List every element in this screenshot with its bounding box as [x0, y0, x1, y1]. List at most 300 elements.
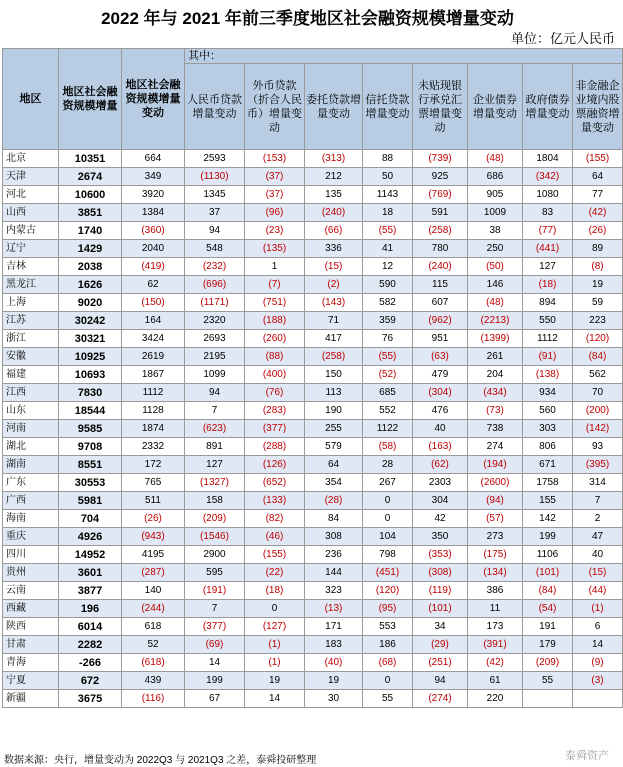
cell-value: (91)	[523, 348, 573, 366]
table-body	[3, 150, 623, 708]
cell-value: (188)	[245, 312, 305, 330]
cell-total: 196	[59, 600, 122, 618]
cell-value: (751)	[245, 294, 305, 312]
cell-value: 146	[468, 276, 523, 294]
cell-value: (2600)	[468, 474, 523, 492]
cell-region: 湖南	[3, 456, 59, 474]
cell-total: 14952	[59, 546, 122, 564]
cell-value: (54)	[523, 600, 573, 618]
cell-value: 19	[573, 276, 623, 294]
cell-value: 479	[413, 366, 468, 384]
table-row	[3, 492, 623, 510]
cell-total: 1429	[59, 240, 122, 258]
cell-region: 广东	[3, 474, 59, 492]
header-bank-acceptances: 未贴现银行承兑汇票增量变动	[413, 64, 468, 150]
cell-value: (116)	[122, 690, 185, 708]
cell-region: 四川	[3, 546, 59, 564]
table-row	[3, 510, 623, 528]
source-note: 数据来源：央行，增量变动为 2022Q3 与 2021Q3 之差，泰舜投研整理	[4, 755, 317, 766]
cell-value: 349	[122, 168, 185, 186]
table-row	[3, 384, 623, 402]
cell-value: 1009	[468, 204, 523, 222]
cell-value: (120)	[363, 582, 413, 600]
cell-value: (696)	[185, 276, 245, 294]
cell-value: 50	[363, 168, 413, 186]
cell-value: 183	[305, 636, 363, 654]
cell-value: 1867	[122, 366, 185, 384]
cell-value: (76)	[245, 384, 305, 402]
table-row	[3, 636, 623, 654]
cell-total: 7830	[59, 384, 122, 402]
cell-value: (943)	[122, 528, 185, 546]
cell-region: 浙江	[3, 330, 59, 348]
cell-value: 595	[185, 564, 245, 582]
cell-value: 1112	[523, 330, 573, 348]
table-row	[3, 690, 623, 708]
cell-value: (962)	[413, 312, 468, 330]
cell-value: (37)	[245, 186, 305, 204]
cell-value: (200)	[573, 402, 623, 420]
cell-value: 155	[523, 492, 573, 510]
cell-value: 89	[573, 240, 623, 258]
cell-value: 590	[363, 276, 413, 294]
cell-value: 671	[523, 456, 573, 474]
cell-value: 62	[122, 276, 185, 294]
cell-value: 511	[122, 492, 185, 510]
cell-region: 北京	[3, 150, 59, 168]
table-row	[3, 456, 623, 474]
cell-value: 70	[573, 384, 623, 402]
cell-region: 福建	[3, 366, 59, 384]
cell-value: 40	[413, 420, 468, 438]
cell-value: (44)	[573, 582, 623, 600]
cell-value: 14	[245, 690, 305, 708]
header-government-bonds: 政府债券增量变动	[523, 64, 573, 150]
cell-value: (342)	[523, 168, 573, 186]
cell-value: 164	[122, 312, 185, 330]
header-fx-loans: 外币贷款（折合人民币）增量变动	[245, 64, 305, 150]
cell-total: 30321	[59, 330, 122, 348]
cell-value: (769)	[413, 186, 468, 204]
cell-region: 甘肃	[3, 636, 59, 654]
cell-value: (274)	[413, 690, 468, 708]
cell-value: (287)	[122, 564, 185, 582]
table-row	[3, 402, 623, 420]
cell-value: 2900	[185, 546, 245, 564]
cell-value: (18)	[245, 582, 305, 600]
cell-value: 1	[245, 258, 305, 276]
table-row	[3, 420, 623, 438]
cell-value: 1080	[523, 186, 573, 204]
cell-value: 476	[413, 402, 468, 420]
cell-value: 686	[468, 168, 523, 186]
cell-value: 42	[413, 510, 468, 528]
cell-value: 199	[523, 528, 573, 546]
cell-value: 0	[363, 492, 413, 510]
table-row	[3, 222, 623, 240]
cell-value: (1)	[245, 654, 305, 672]
cell-value: (88)	[245, 348, 305, 366]
cell-value: (101)	[413, 600, 468, 618]
cell-region: 内蒙古	[3, 222, 59, 240]
cell-value: (260)	[245, 330, 305, 348]
cell-value: (1327)	[185, 474, 245, 492]
cell-value: 76	[363, 330, 413, 348]
cell-value: (353)	[413, 546, 468, 564]
cell-value: (94)	[468, 492, 523, 510]
cell-value: (46)	[245, 528, 305, 546]
cell-value: 1874	[122, 420, 185, 438]
cell-value: (3)	[573, 672, 623, 690]
cell-value: 88	[363, 150, 413, 168]
cell-region: 云南	[3, 582, 59, 600]
cell-value: 560	[523, 402, 573, 420]
cell-value: 738	[468, 420, 523, 438]
cell-value: 267	[363, 474, 413, 492]
cell-value: 12	[363, 258, 413, 276]
cell-value: (240)	[413, 258, 468, 276]
cell-value: 71	[305, 312, 363, 330]
cell-value: (28)	[305, 492, 363, 510]
cell-value: (23)	[245, 222, 305, 240]
cell-value: (1546)	[185, 528, 245, 546]
cell-value: 52	[122, 636, 185, 654]
table-row	[3, 600, 623, 618]
cell-value: 591	[413, 204, 468, 222]
cell-value: 3424	[122, 330, 185, 348]
cell-value: 354	[305, 474, 363, 492]
cell-total: 3851	[59, 204, 122, 222]
header-total: 地区社会融资规模增量	[59, 49, 122, 150]
cell-total: 30553	[59, 474, 122, 492]
cell-value: 41	[363, 240, 413, 258]
table-row	[3, 438, 623, 456]
cell-value: (244)	[122, 600, 185, 618]
cell-value: 158	[185, 492, 245, 510]
cell-value: (434)	[468, 384, 523, 402]
table-row	[3, 240, 623, 258]
cell-value: 2	[573, 510, 623, 528]
cell-value: 1106	[523, 546, 573, 564]
cell-total: 10925	[59, 348, 122, 366]
cell-total: 2674	[59, 168, 122, 186]
cell-value: 7	[185, 402, 245, 420]
cell-total: 18544	[59, 402, 122, 420]
cell-value: 179	[523, 636, 573, 654]
cell-value: 37	[185, 204, 245, 222]
cell-value: 14	[573, 636, 623, 654]
cell-value: (119)	[413, 582, 468, 600]
table-row	[3, 258, 623, 276]
cell-value: 7	[185, 600, 245, 618]
cell-region: 辽宁	[3, 240, 59, 258]
cell-value: 806	[523, 438, 573, 456]
cell-value: 618	[122, 618, 185, 636]
cell-total: 10351	[59, 150, 122, 168]
table-row	[3, 546, 623, 564]
cell-region: 河南	[3, 420, 59, 438]
cell-value: 274	[468, 438, 523, 456]
cell-value: (84)	[573, 348, 623, 366]
cell-value: 1758	[523, 474, 573, 492]
table-row	[3, 168, 623, 186]
cell-value: (1399)	[468, 330, 523, 348]
table-header	[3, 49, 623, 150]
cell-value: 173	[468, 618, 523, 636]
cell-region: 天津	[3, 168, 59, 186]
cell-region: 吉林	[3, 258, 59, 276]
cell-value: 552	[363, 402, 413, 420]
cell-value: 1122	[363, 420, 413, 438]
cell-value: 2593	[185, 150, 245, 168]
cell-value: 562	[573, 366, 623, 384]
cell-value: (84)	[523, 582, 573, 600]
cell-value: 359	[363, 312, 413, 330]
cell-value: 2320	[185, 312, 245, 330]
cell-value: (395)	[573, 456, 623, 474]
header-equity-financing: 非金融企业境内股票融资增量变动	[573, 64, 623, 150]
cell-total: 5981	[59, 492, 122, 510]
cell-value: 142	[523, 510, 573, 528]
cell-value: 94	[185, 222, 245, 240]
cell-value: (258)	[413, 222, 468, 240]
data-table	[2, 48, 623, 708]
cell-value: (55)	[363, 222, 413, 240]
cell-value: (50)	[468, 258, 523, 276]
header-of-which: 其中：	[185, 49, 623, 64]
cell-value: (419)	[122, 258, 185, 276]
cell-value: 59	[573, 294, 623, 312]
cell-value: (155)	[245, 546, 305, 564]
cell-value: 1099	[185, 366, 245, 384]
cell-region: 广西	[3, 492, 59, 510]
cell-region: 黑龙江	[3, 276, 59, 294]
cell-value: (101)	[523, 564, 573, 582]
cell-total: 672	[59, 672, 122, 690]
cell-region: 湖北	[3, 438, 59, 456]
cell-value: (77)	[523, 222, 573, 240]
cell-value: 55	[363, 690, 413, 708]
cell-value: 19	[305, 672, 363, 690]
data-table-wrapper	[2, 48, 623, 708]
table-row	[3, 312, 623, 330]
cell-value: (73)	[468, 402, 523, 420]
cell-value	[573, 690, 623, 708]
cell-value: 1345	[185, 186, 245, 204]
cell-value: 93	[573, 438, 623, 456]
cell-value: (232)	[185, 258, 245, 276]
cell-value: (40)	[305, 654, 363, 672]
table-row	[3, 672, 623, 690]
cell-value: 2040	[122, 240, 185, 258]
cell-value: 303	[523, 420, 573, 438]
cell-region: 贵州	[3, 564, 59, 582]
table-row	[3, 348, 623, 366]
cell-value: 67	[185, 690, 245, 708]
cell-value: 685	[363, 384, 413, 402]
cell-value: 61	[468, 672, 523, 690]
cell-value: 951	[413, 330, 468, 348]
cell-value: 607	[413, 294, 468, 312]
cell-total: 6014	[59, 618, 122, 636]
cell-value: (69)	[185, 636, 245, 654]
cell-value: 417	[305, 330, 363, 348]
cell-value: (1130)	[185, 168, 245, 186]
cell-value: 19	[245, 672, 305, 690]
cell-region: 海南	[3, 510, 59, 528]
cell-value: 255	[305, 420, 363, 438]
cell-value: 0	[245, 600, 305, 618]
cell-value: 250	[468, 240, 523, 258]
cell-value: 47	[573, 528, 623, 546]
cell-value: (1)	[573, 600, 623, 618]
cell-value: (68)	[363, 654, 413, 672]
cell-value: (15)	[305, 258, 363, 276]
cell-value: 765	[122, 474, 185, 492]
cell-value: (37)	[245, 168, 305, 186]
table-row	[3, 330, 623, 348]
cell-value: (2213)	[468, 312, 523, 330]
table-row	[3, 294, 623, 312]
cell-value: (209)	[185, 510, 245, 528]
cell-total: 10600	[59, 186, 122, 204]
cell-value: (194)	[468, 456, 523, 474]
cell-total: 3601	[59, 564, 122, 582]
watermark: 泰舜资产	[565, 750, 609, 762]
cell-value: 2619	[122, 348, 185, 366]
cell-value: (55)	[363, 348, 413, 366]
cell-value: (42)	[573, 204, 623, 222]
cell-value: 30	[305, 690, 363, 708]
cell-value: 191	[523, 618, 573, 636]
cell-value: (618)	[122, 654, 185, 672]
cell-region: 青海	[3, 654, 59, 672]
cell-total: 4926	[59, 528, 122, 546]
cell-total: 2282	[59, 636, 122, 654]
cell-region: 江西	[3, 384, 59, 402]
cell-region: 宁夏	[3, 672, 59, 690]
cell-value: 579	[305, 438, 363, 456]
unit-label: 单位：亿元人民币	[510, 31, 615, 46]
cell-value: (42)	[468, 654, 523, 672]
cell-value: (26)	[573, 222, 623, 240]
table-row	[3, 150, 623, 168]
cell-total: 3877	[59, 582, 122, 600]
cell-value: (8)	[573, 258, 623, 276]
table-row	[3, 186, 623, 204]
cell-value: (251)	[413, 654, 468, 672]
cell-value: (57)	[468, 510, 523, 528]
cell-value: 798	[363, 546, 413, 564]
cell-value: (48)	[468, 150, 523, 168]
cell-value: (58)	[363, 438, 413, 456]
cell-value: 115	[413, 276, 468, 294]
cell-value: 77	[573, 186, 623, 204]
cell-value: 3920	[122, 186, 185, 204]
cell-value: 664	[122, 150, 185, 168]
cell-total: 1740	[59, 222, 122, 240]
cell-value: (82)	[245, 510, 305, 528]
cell-value: 1112	[122, 384, 185, 402]
cell-value: (22)	[245, 564, 305, 582]
cell-total: 704	[59, 510, 122, 528]
cell-value: (153)	[245, 150, 305, 168]
cell-value: (150)	[122, 294, 185, 312]
cell-value: (127)	[245, 618, 305, 636]
cell-value: (175)	[468, 546, 523, 564]
cell-value: (258)	[305, 348, 363, 366]
cell-value: 127	[185, 456, 245, 474]
cell-value: 4195	[122, 546, 185, 564]
cell-value: 2332	[122, 438, 185, 456]
cell-value: 190	[305, 402, 363, 420]
cell-total: 1626	[59, 276, 122, 294]
cell-value: 2303	[413, 474, 468, 492]
table-row	[3, 528, 623, 546]
cell-total: 9585	[59, 420, 122, 438]
header-rmb-loans: 人民币贷款增量变动	[185, 64, 245, 150]
table-row	[3, 204, 623, 222]
cell-value: 140	[122, 582, 185, 600]
cell-value: 83	[523, 204, 573, 222]
header-trust-loans: 信托贷款增量变动	[363, 64, 413, 150]
table-row	[3, 654, 623, 672]
cell-value: 2195	[185, 348, 245, 366]
cell-value: (652)	[245, 474, 305, 492]
cell-value: (163)	[413, 438, 468, 456]
cell-value: (377)	[245, 420, 305, 438]
table-row	[3, 474, 623, 492]
cell-region: 山东	[3, 402, 59, 420]
cell-value: 84	[305, 510, 363, 528]
cell-value: (96)	[245, 204, 305, 222]
cell-value: (138)	[523, 366, 573, 384]
cell-value: (48)	[468, 294, 523, 312]
cell-value: 386	[468, 582, 523, 600]
cell-total: 3675	[59, 690, 122, 708]
cell-value: (441)	[523, 240, 573, 258]
cell-region: 河北	[3, 186, 59, 204]
cell-value: (62)	[413, 456, 468, 474]
page-title: 2022 年与 2021 年前三季度地区社会融资规模增量变动	[101, 9, 514, 28]
header-corporate-bonds: 企业债券增量变动	[468, 64, 523, 150]
cell-value: (52)	[363, 366, 413, 384]
cell-total: -266	[59, 654, 122, 672]
cell-value: (391)	[468, 636, 523, 654]
cell-value: 212	[305, 168, 363, 186]
cell-value: 172	[122, 456, 185, 474]
cell-value: 308	[305, 528, 363, 546]
cell-value: (451)	[363, 564, 413, 582]
cell-region: 新疆	[3, 690, 59, 708]
cell-value: 18	[363, 204, 413, 222]
cell-value: 7	[573, 492, 623, 510]
cell-value: 199	[185, 672, 245, 690]
table-row	[3, 564, 623, 582]
cell-value: (143)	[305, 294, 363, 312]
cell-value: (288)	[245, 438, 305, 456]
cell-value: 64	[305, 456, 363, 474]
cell-value: (29)	[413, 636, 468, 654]
cell-value: 891	[185, 438, 245, 456]
cell-value: 553	[363, 618, 413, 636]
cell-value: (15)	[573, 564, 623, 582]
cell-total: 30242	[59, 312, 122, 330]
cell-region: 西藏	[3, 600, 59, 618]
cell-value: 113	[305, 384, 363, 402]
cell-value: 314	[573, 474, 623, 492]
cell-value: (377)	[185, 618, 245, 636]
